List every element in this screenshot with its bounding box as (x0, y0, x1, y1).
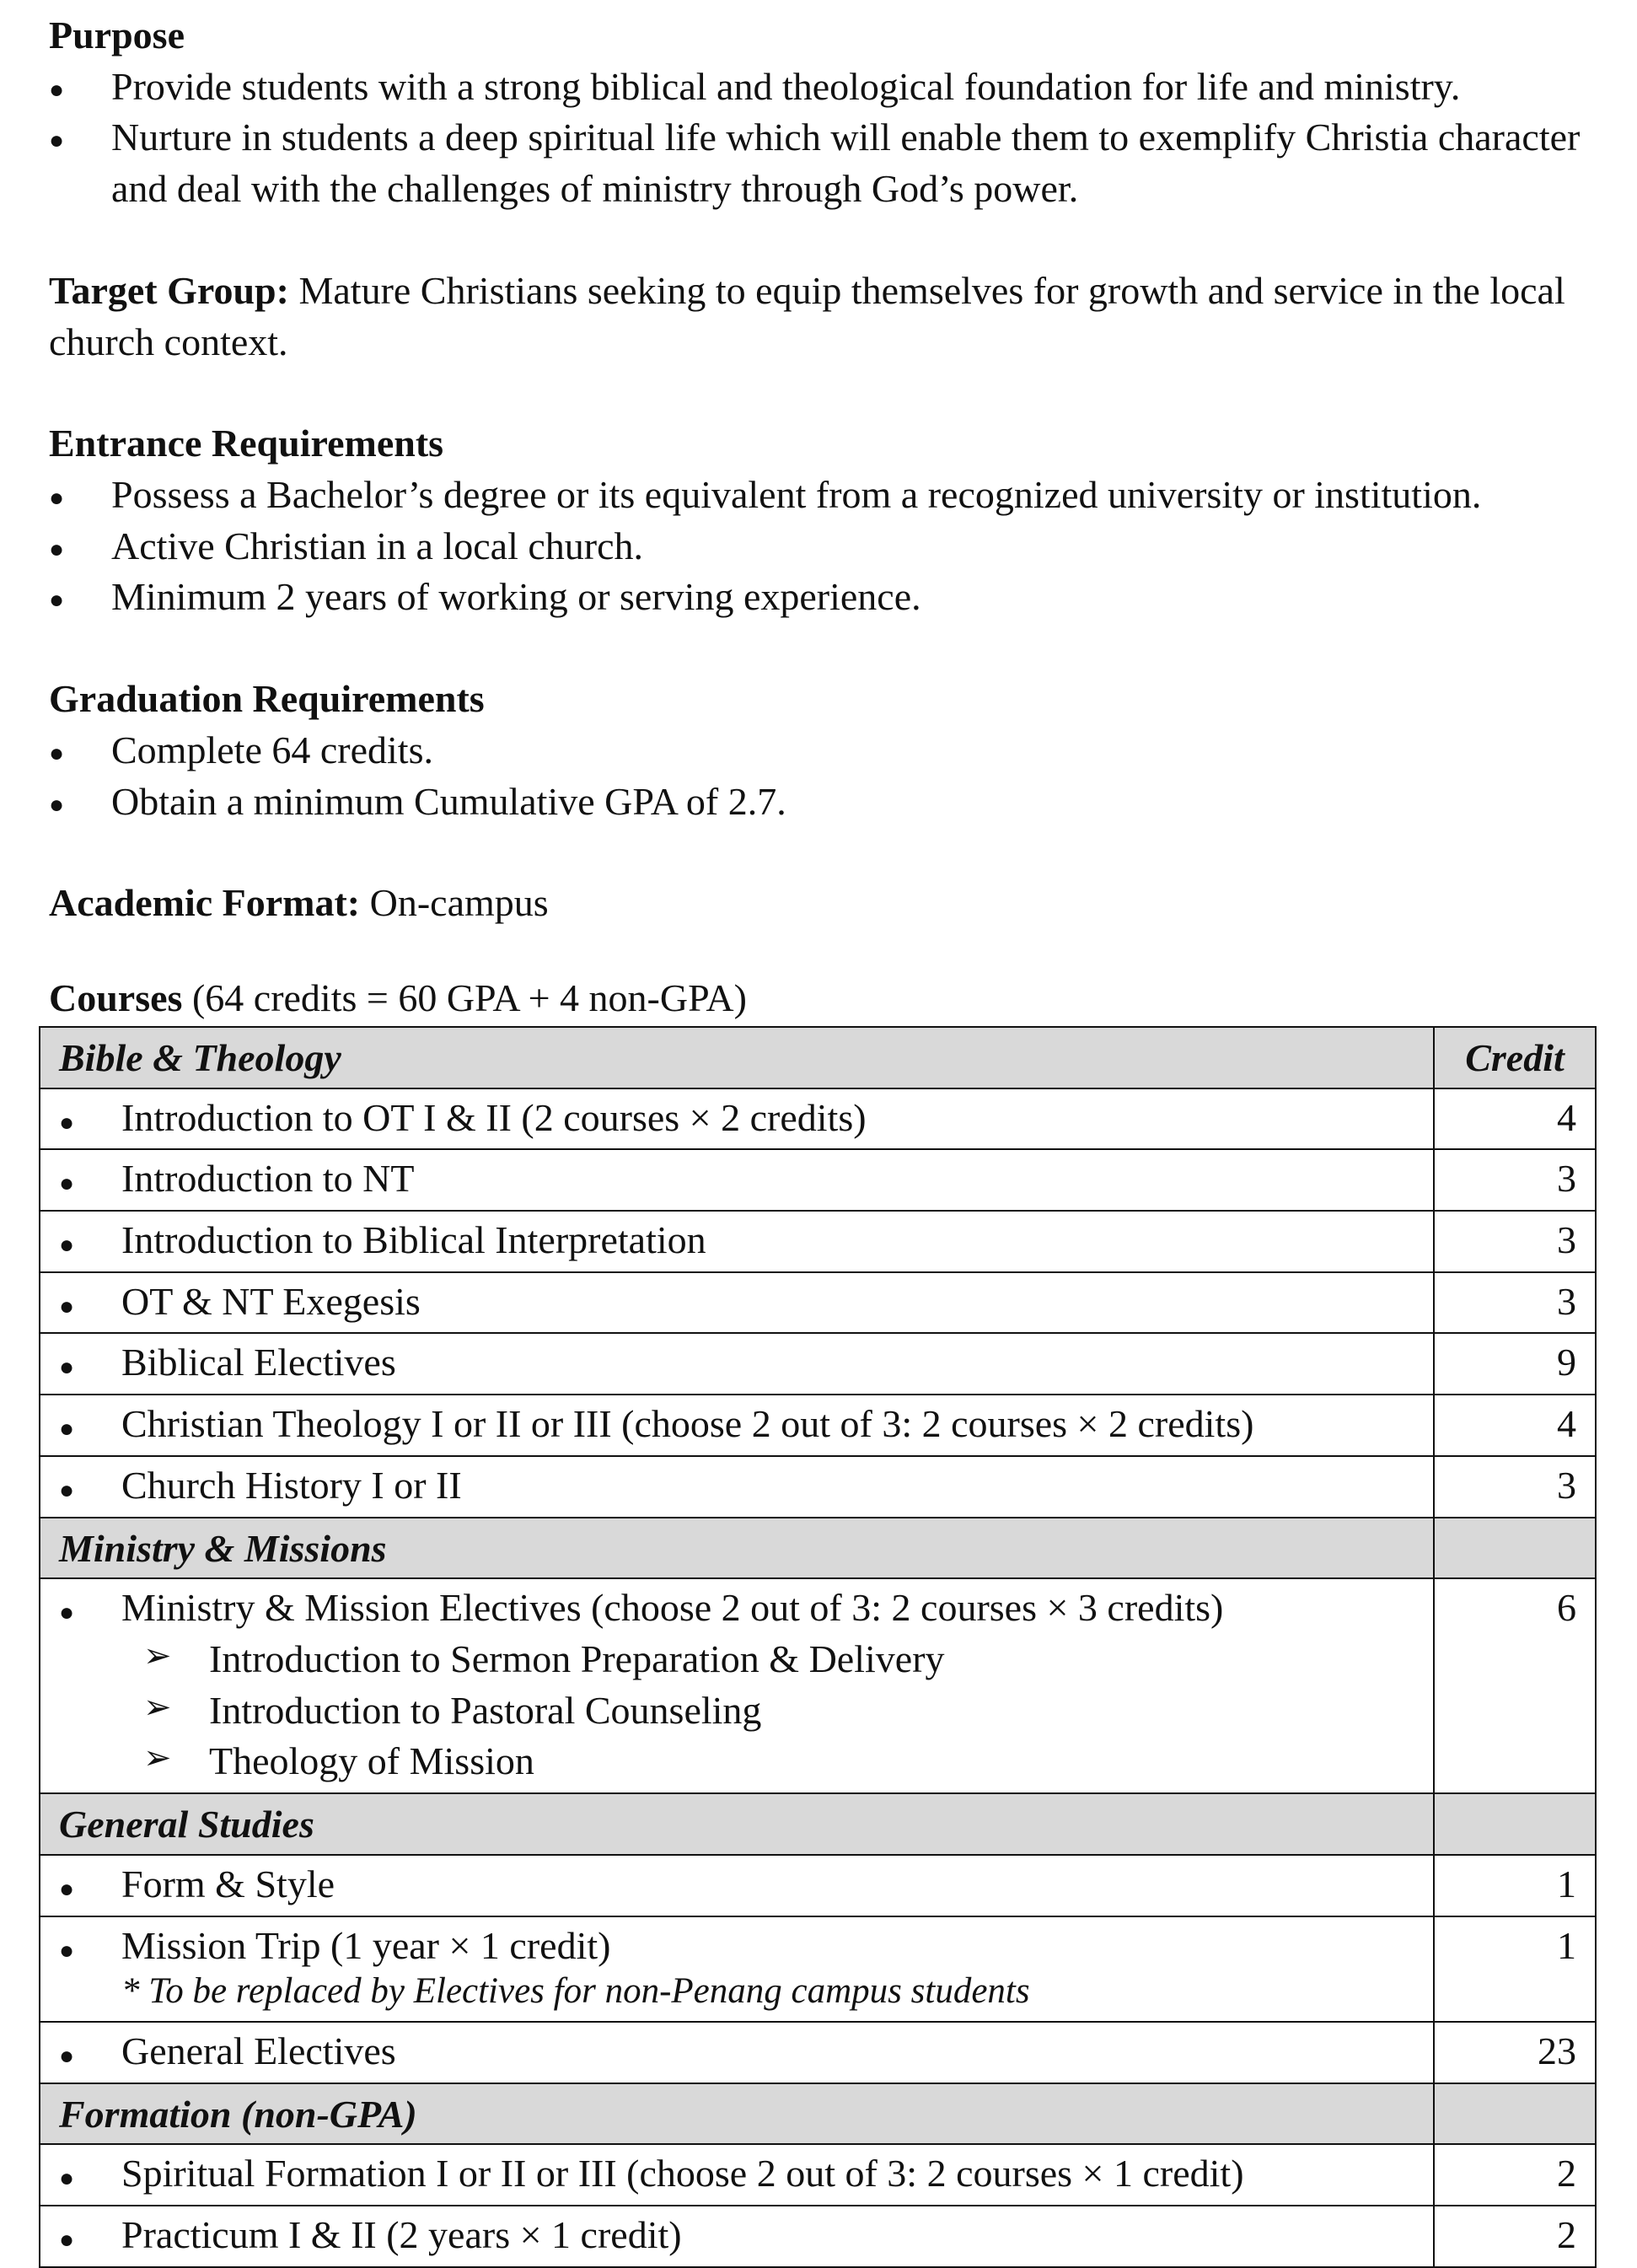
graduation-heading: Graduation Requirements (49, 677, 485, 721)
target-group-label: Target Group: (49, 268, 289, 312)
target-group-section (49, 266, 1637, 368)
course-title: ● OT & NT Exegesis (59, 1276, 1433, 1328)
table-row (40, 2022, 1596, 2083)
sub-course: ➢ Introduction to Pastoral Counseling (59, 1685, 1433, 1737)
category-row (40, 1793, 1596, 1855)
table-row (40, 1272, 1596, 1334)
courses-label: Courses (49, 976, 183, 1020)
course-credit: 3 (1434, 1149, 1596, 1211)
course-credit: 2 (1434, 2144, 1596, 2206)
graduation-section (49, 674, 1637, 827)
table-row (40, 1088, 1596, 1150)
course-title: ● Ministry & Mission Electives (choose 2 out of 3: 2 courses × 3 credits) (59, 1583, 1433, 1634)
table-row (40, 1916, 1596, 2022)
entrance-item: ● Possess a Bachelor’s degree or its equivalent from a recognized university or institution. (49, 470, 1637, 521)
course-credit: 3 (1434, 1272, 1596, 1334)
sub-course: ➢ Introduction to Sermon Preparation & Delivery (59, 1634, 1433, 1685)
courses-summary: (64 credits = 60 GPA + 4 non-GPA) (191, 976, 747, 1020)
purpose-list (49, 62, 1637, 215)
course-title: ● General Electives (59, 2026, 1433, 2077)
course-title: ● Form & Style (59, 1859, 1433, 1911)
purpose-item: ● Nurture in students a deep spiritual life which will enable them to exemplify Christia character and deal with the challenges of ministry through God’s power. (49, 112, 1637, 214)
course-credit: 4 (1434, 1395, 1596, 1456)
academic-format-section (49, 878, 1637, 929)
course-title: ● Introduction to NT (59, 1153, 1433, 1205)
entrance-heading: Entrance Requirements (49, 422, 444, 465)
graduation-item: ● Complete 64 credits. (49, 725, 1637, 777)
course-title: ● Biblical Electives (59, 1337, 1433, 1389)
entrance-list (49, 470, 1637, 623)
credit-header: Credit (1434, 1027, 1596, 1088)
category-name: Ministry & Missions (40, 1518, 1434, 1579)
course-note: * To be replaced by Electives for non-Penang campus students (121, 1971, 1030, 2012)
entrance-item: ● Active Christian in a local church. (49, 521, 1637, 572)
course-title: ● Introduction to OT I & II (2 courses × 2 credits) (59, 1093, 1433, 1144)
graduation-item: ● Obtain a minimum Cumulative GPA of 2.7. (49, 777, 1637, 828)
table-row (40, 1578, 1596, 1793)
course-credit: 4 (1434, 1088, 1596, 1150)
category-name: Bible & Theology (40, 1027, 1434, 1088)
course-title: ● Church History I or II (59, 1460, 1433, 1512)
category-name: Formation (non-GPA) (40, 2083, 1434, 2145)
category-name: General Studies (40, 1793, 1434, 1855)
table-row (40, 1149, 1596, 1211)
course-title: ● Introduction to Biblical Interpretation (59, 1215, 1433, 1266)
course-credit: 2 (1434, 2206, 1596, 2267)
course-credit: 1 (1434, 1916, 1596, 2022)
courses-caption (49, 973, 1637, 1024)
category-row (40, 1027, 1596, 1088)
academic-format-value: On-campus (369, 881, 549, 925)
table-row (40, 2206, 1596, 2267)
purpose-item: ● Provide students with a strong biblical and theological foundation for life and ministry. (49, 62, 1637, 113)
course-credit: 3 (1434, 1456, 1596, 1518)
table-row (40, 1855, 1596, 1916)
category-row (40, 1518, 1596, 1579)
sub-course: ➢ Theology of Mission (59, 1736, 1433, 1787)
course-credit: 23 (1434, 2022, 1596, 2083)
course-title: ● Spiritual Formation I or II or III (choose 2 out of 3: 2 courses × 1 credit) (59, 2148, 1433, 2200)
credit-header-empty (1434, 2083, 1596, 2145)
credit-header-empty (1434, 1793, 1596, 1855)
purpose-heading: Purpose (49, 13, 185, 56)
purpose-section (49, 10, 1637, 215)
academic-format-label: Academic Format: (49, 881, 361, 925)
course-credit: 1 (1434, 1855, 1596, 1916)
table-row (40, 1211, 1596, 1272)
target-group-text: Mature Christians seeking to equip themselves for growth and service in the local church context. (49, 268, 1565, 363)
course-title: ● Mission Trip (1 year × 1 credit) (59, 1921, 1433, 1972)
table-row (40, 1456, 1596, 1518)
credit-header-empty (1434, 1518, 1596, 1579)
courses-table (39, 1026, 1597, 2268)
course-credit: 6 (1434, 1578, 1596, 1793)
entrance-section (49, 418, 1637, 623)
graduation-list (49, 725, 1637, 827)
table-row (40, 2144, 1596, 2206)
table-row (40, 1395, 1596, 1456)
course-credit: 9 (1434, 1333, 1596, 1395)
table-row (40, 1333, 1596, 1395)
entrance-item: ● Minimum 2 years of working or serving experience. (49, 572, 1637, 623)
category-row (40, 2083, 1596, 2145)
course-title: ● Practicum I & II (2 years × 1 credit) (59, 2210, 1433, 2261)
course-credit: 3 (1434, 1211, 1596, 1272)
course-title: ● Christian Theology I or II or III (choose 2 out of 3: 2 courses × 2 credits) (59, 1399, 1433, 1450)
